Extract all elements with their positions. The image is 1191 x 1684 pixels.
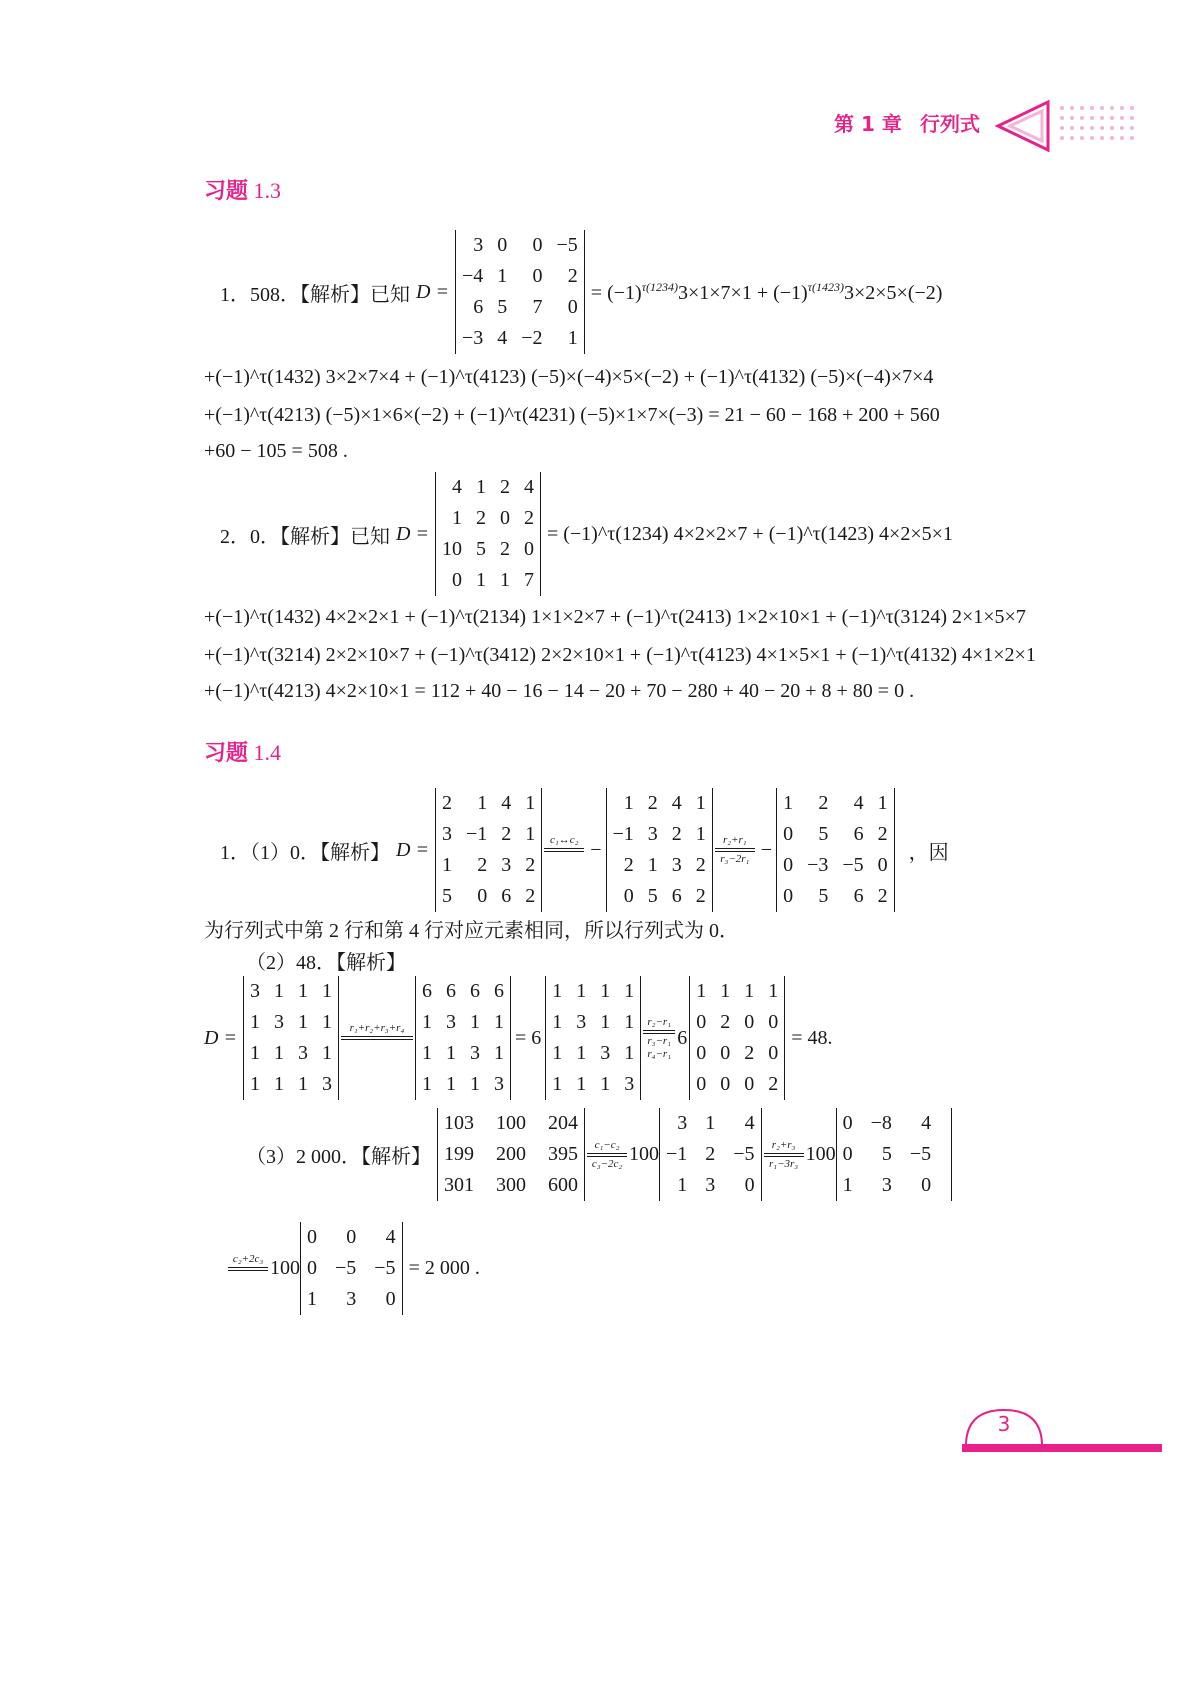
matrix-entry: 1	[273, 1073, 284, 1095]
matrix-entry: 2	[705, 1143, 716, 1165]
matrix-entry: −5	[335, 1257, 357, 1279]
matrix-entry: 103	[444, 1112, 474, 1134]
matrix-entry: 1	[249, 1073, 260, 1095]
matrix-entry: 1	[576, 980, 587, 1002]
conclusion-text: 为行列式中第 2 行和第 4 行对应元素相同，所以行列式为 0．	[204, 920, 739, 942]
matrix-entry: 2	[499, 476, 510, 498]
det-label: D =	[396, 522, 429, 545]
matrix-entry: 1	[877, 792, 888, 814]
matrix-entry: 0	[307, 1257, 317, 1279]
matrix-entry: 1	[297, 980, 308, 1002]
matrix-entry: 0	[451, 569, 462, 591]
matrix-entry: 0	[768, 1042, 779, 1064]
matrix-entry: 3	[445, 1011, 456, 1033]
matrix-entry: −5	[556, 234, 578, 256]
minus-sign: −	[760, 838, 773, 861]
matrix-entry: 1	[696, 980, 707, 1002]
matrix-entry: 0	[532, 265, 543, 287]
matrix-entry: 1	[321, 1042, 332, 1064]
matrix-entry: −3	[461, 327, 484, 349]
determinant	[689, 976, 785, 1100]
column-operation: c₁−c₂ c₃−2c₂	[587, 1139, 627, 1171]
row-operation: r₂+r₁ r₃−2r₁	[715, 834, 755, 866]
matrix-entry: 3	[881, 1174, 892, 1196]
matrix-entry: 4	[853, 792, 864, 814]
problem-prefix: 1．（1）0．【解析】	[220, 841, 390, 864]
matrix-entry: 0	[307, 1226, 317, 1248]
matrix-entry: 4	[451, 476, 462, 498]
matrix-entry: 3	[297, 1042, 308, 1064]
problem-1-4-2	[204, 976, 833, 1100]
expansion-line-2: +(−1)^τ(1432) 3×2×7×4 + (−1)^τ(4123) (−5)×(−4)×5×(−2) + (−1)^τ(4132) (−5)×(−4)×7×4	[204, 366, 934, 388]
determinant	[300, 1222, 403, 1315]
matrix-entry: 3	[346, 1288, 357, 1310]
factor-hundred: 100	[629, 1143, 659, 1165]
matrix-entry: 7	[523, 569, 534, 591]
matrix-entry: 1	[445, 1042, 456, 1064]
matrix-entry: 0	[532, 234, 543, 256]
column-swap-operation: c₁↔c₂	[544, 834, 584, 866]
matrix-entry: 0	[477, 885, 488, 907]
matrix-entry: 3	[469, 1042, 480, 1064]
matrix-entry: 1	[307, 1288, 317, 1310]
matrix-entry: 0	[783, 823, 794, 845]
matrix-entry: 3	[441, 823, 452, 845]
matrix-entry: 3	[473, 234, 484, 256]
matrix-entry: 0	[696, 1073, 707, 1095]
problem-1-3-2	[220, 472, 953, 596]
determinant	[435, 788, 542, 912]
expansion-line-3: +(−1)^τ(4213) (−5)×1×6×(−2) + (−1)^τ(4231) (−5)×1×7×(−3) = 21 − 60 − 168 + 200 + 560	[204, 404, 940, 426]
matrix-entry: 2	[525, 885, 536, 907]
matrix-entry: 3	[493, 1073, 504, 1095]
matrix-entry: 395	[548, 1143, 578, 1165]
factor-hundred: 100	[805, 1143, 836, 1165]
matrix-entry: 1	[744, 980, 755, 1002]
matrix-entry: 1	[600, 980, 611, 1002]
matrix-entry: 0	[921, 1174, 932, 1196]
matrix-entry: 1	[273, 980, 284, 1002]
row-sum-operation: r₁+r₂+r₃+r₄	[341, 1022, 413, 1054]
matrix-entry: 2	[441, 792, 452, 814]
problem-1-4-2-label: （2）48．【解析】	[246, 952, 406, 974]
matrix-entry: 2	[523, 507, 534, 529]
matrix-entry: 1	[451, 507, 462, 529]
determinant	[659, 1108, 762, 1201]
matrix-entry: 2	[501, 823, 512, 845]
matrix-entry: 1	[576, 1073, 587, 1095]
matrix-entry: 1	[321, 980, 332, 1002]
matrix-entry: 6	[501, 885, 512, 907]
matrix-entry: 5	[441, 885, 452, 907]
matrix-entry: 6	[473, 296, 484, 318]
determinant	[243, 976, 339, 1100]
section-number: 1.3	[253, 178, 282, 203]
matrix-entry: 1	[421, 1042, 432, 1064]
det-label: D =	[204, 1026, 237, 1049]
det-label: D =	[416, 280, 449, 303]
section-heading-1-3	[204, 174, 281, 205]
matrix-entry: 5	[647, 885, 658, 907]
matrix-entry: 200	[496, 1143, 526, 1165]
result: = 2 000 .	[408, 1257, 480, 1279]
matrix-entry: 0	[523, 538, 534, 560]
expansion-line-3: +(−1)^τ(3214) 2×2×10×7 + (−1)^τ(3412) 2×2×10×1 + (−1)^τ(4123) 4×1×5×1 + (−1)^τ(4132) 4×1×2×1	[204, 644, 1036, 666]
matrix-entry: 0	[696, 1042, 707, 1064]
matrix-entry: 7	[532, 296, 543, 318]
matrix-entry: 1	[249, 1042, 260, 1064]
matrix-entry: 1	[497, 265, 508, 287]
matrix-entry: 204	[548, 1112, 578, 1134]
expansion-line-4: +60 − 105 = 508 .	[204, 440, 348, 462]
matrix-entry: 1	[624, 1011, 635, 1033]
matrix-entry: 2	[567, 265, 578, 287]
column-operation: c₂+2c₃	[228, 1253, 268, 1285]
expansion-line-1: = $(-1)^{\tau(1234)}3\times 1\times 7\times 1 + (-1)^{\tau(1423)}3\times 2\times 5\times(-2)$	[590, 279, 943, 304]
matrix-entry: 1	[600, 1011, 611, 1033]
matrix-entry: 1	[695, 823, 706, 845]
matrix-entry: 1	[842, 1174, 853, 1196]
matrix-entry: 2	[720, 1011, 731, 1033]
matrix-entry: −5	[374, 1257, 396, 1279]
matrix-entry: −4	[461, 265, 484, 287]
matrix-entry: 1	[493, 1011, 504, 1033]
matrix-entry: 0	[744, 1174, 755, 1196]
matrix-entry: 5	[475, 538, 486, 560]
problem-1-4-3-cont	[226, 1222, 480, 1315]
expansion-line-2: +(−1)^τ(1432) 4×2×2×1 + (−1)^τ(2134) 1×1×2×7 + (−1)^τ(2413) 1×2×10×1 + (−1)^τ(3124) 2×1×5×7	[204, 606, 1026, 628]
minus-sign: −	[590, 838, 602, 861]
matrix-entry: 1	[677, 1174, 688, 1196]
matrix-entry: 2	[499, 538, 510, 560]
problem-prefix: 2．0．【解析】已知	[220, 525, 390, 548]
factor-six: = 6	[514, 1026, 542, 1049]
matrix-entry: 2	[623, 854, 634, 876]
matrix-entry: 1	[297, 1073, 308, 1095]
matrix-entry: 2	[818, 792, 829, 814]
matrix-entry: 2	[877, 885, 888, 907]
matrix-entry: 0	[720, 1073, 731, 1095]
matrix-entry: 1	[552, 1042, 563, 1064]
factor-hundred: 100	[270, 1257, 300, 1279]
matrix-entry: −5	[909, 1143, 932, 1165]
matrix-entry: 300	[496, 1174, 526, 1196]
matrix-entry: 3	[705, 1174, 716, 1196]
matrix-entry: 1	[469, 1073, 480, 1095]
matrix-entry: 1	[421, 1011, 432, 1033]
matrix-entry: 0	[346, 1226, 357, 1248]
problem-prefix: 1．508．【解析】已知	[220, 283, 410, 306]
matrix-entry: 0	[842, 1143, 853, 1165]
matrix-entry: 2	[695, 885, 706, 907]
matrix-entry: 10	[441, 538, 462, 560]
matrix-entry: 0	[497, 234, 508, 256]
matrix-entry: −1	[612, 823, 634, 845]
matrix-entry: 3	[677, 1112, 688, 1134]
matrix-entry: 301	[444, 1174, 474, 1196]
matrix-entry: 1	[475, 569, 486, 591]
matrix-entry: 0	[623, 885, 634, 907]
matrix-entry: 1	[297, 1011, 308, 1033]
matrix-entry: −5	[733, 1143, 755, 1165]
matrix-entry: 0	[783, 854, 794, 876]
matrix-entry: 3	[273, 1011, 284, 1033]
matrix-entry: 1	[695, 792, 706, 814]
section-label: 习题	[204, 741, 249, 766]
matrix-entry: 4	[523, 476, 534, 498]
section-heading-1-4	[204, 736, 281, 767]
matrix-entry: 5	[881, 1143, 892, 1165]
matrix-entry: 4	[501, 792, 512, 814]
chapter-number: 第 1 章	[834, 112, 902, 136]
determinant	[836, 1108, 953, 1201]
matrix-entry: 2	[695, 854, 706, 876]
matrix-entry: 6	[445, 980, 456, 1002]
matrix-entry: 1	[249, 1011, 260, 1033]
matrix-entry: 3	[624, 1073, 635, 1095]
matrix-entry: 0	[385, 1288, 396, 1310]
matrix-entry: 1	[321, 1011, 332, 1033]
matrix-entry: 4	[385, 1226, 396, 1248]
matrix-entry: 4	[921, 1112, 932, 1134]
matrix-entry: 2	[877, 823, 888, 845]
continuation-text: ，因	[908, 841, 949, 864]
chapter-title: 行列式	[920, 112, 980, 136]
matrix-entry: 1	[623, 792, 634, 814]
matrix-entry: 0	[744, 1011, 755, 1033]
matrix-entry: 1	[469, 1011, 480, 1033]
matrix-entry: 0	[567, 296, 578, 318]
matrix-entry: 1	[493, 1042, 504, 1064]
matrix-entry: −3	[807, 854, 829, 876]
row-operation: r₂−r₁ r₃−r₁ r₄−r₁	[643, 1016, 675, 1061]
determinant	[415, 976, 511, 1100]
matrix-entry: 0	[499, 507, 510, 529]
matrix-entry: 6	[671, 885, 682, 907]
matrix-entry: 1	[552, 1073, 563, 1095]
page-number: 3	[997, 1412, 1011, 1436]
problem-1-4-3	[246, 1108, 952, 1201]
matrix-entry: −1	[465, 823, 488, 845]
matrix-entry: 2	[525, 854, 536, 876]
matrix-entry: 1	[783, 792, 794, 814]
matrix-entry: 2	[475, 507, 486, 529]
matrix-entry: 1	[552, 1011, 563, 1033]
matrix-entry: 1	[576, 1042, 587, 1064]
expansion-line-1: = (−1)^τ(1234) 4×2×2×7 + (−1)^τ(1423) 4×2×5×1	[546, 522, 953, 545]
determinant	[435, 472, 541, 596]
matrix-entry: 0	[720, 1042, 731, 1064]
matrix-entry: 6	[853, 885, 864, 907]
matrix-entry: 5	[818, 823, 829, 845]
matrix-entry: 0	[783, 885, 794, 907]
matrix-entry: 3	[671, 854, 682, 876]
matrix-entry: 2	[768, 1073, 779, 1095]
matrix-entry: 3	[321, 1073, 332, 1095]
matrix-entry: 1	[477, 792, 488, 814]
matrix-entry: 1	[475, 476, 486, 498]
matrix-entry: 6	[469, 980, 480, 1002]
matrix-entry: −1	[666, 1143, 688, 1165]
matrix-entry: 1	[567, 327, 578, 349]
matrix-entry: 0	[768, 1011, 779, 1033]
matrix-entry: 5	[497, 296, 508, 318]
matrix-entry: 4	[744, 1112, 755, 1134]
matrix-entry: 6	[493, 980, 504, 1002]
matrix-entry: −5	[842, 854, 864, 876]
problem-1-4-1	[220, 788, 949, 912]
matrix-entry: 1	[624, 1042, 635, 1064]
matrix-entry: 6	[421, 980, 432, 1002]
matrix-entry: 1	[720, 980, 731, 1002]
matrix-entry: 3	[647, 823, 658, 845]
matrix-entry: −8	[870, 1112, 892, 1134]
matrix-entry: 1	[525, 792, 536, 814]
matrix-entry: 3	[501, 854, 512, 876]
matrix-entry: 0	[842, 1112, 853, 1134]
problem-1-3-1	[220, 230, 942, 354]
matrix-entry: 1	[499, 569, 510, 591]
factor-six: 6	[677, 1026, 688, 1049]
matrix-entry: 4	[671, 792, 682, 814]
problem-prefix: （3）2 000．【解析】	[246, 1146, 431, 1168]
matrix-entry: 1	[768, 980, 779, 1002]
matrix-entry: 600	[548, 1174, 578, 1196]
result: = 48.	[791, 1026, 833, 1049]
matrix-entry: 3	[249, 980, 260, 1002]
matrix-entry: 1	[624, 980, 635, 1002]
matrix-entry: 1	[441, 854, 452, 876]
expansion-line-4: +(−1)^τ(4213) 4×2×10×1 = 112 + 40 − 16 − 14 − 20 + 70 − 280 + 40 − 20 + 8 + 80 = 0 .	[204, 680, 915, 702]
matrix-entry: 0	[744, 1073, 755, 1095]
determinant	[606, 788, 713, 912]
matrix-entry: 0	[696, 1011, 707, 1033]
determinant	[545, 976, 641, 1100]
matrix-entry: 2	[477, 854, 488, 876]
matrix-entry: 2	[671, 823, 682, 845]
matrix-entry: 100	[496, 1112, 526, 1134]
determinant	[437, 1108, 585, 1201]
matrix-entry: 1	[273, 1042, 284, 1064]
row-operation: r₂+r₃ r₁−3r₃	[764, 1139, 804, 1171]
matrix-entry: 1	[600, 1073, 611, 1095]
matrix-entry: 5	[818, 885, 829, 907]
matrix-entry: 3	[600, 1042, 611, 1064]
determinant	[455, 230, 585, 354]
determinant	[776, 788, 895, 912]
matrix-entry: 2	[744, 1042, 755, 1064]
matrix-entry: 4	[497, 327, 508, 349]
det-label: D =	[396, 838, 429, 861]
matrix-entry: 0	[877, 854, 888, 876]
triangle-logo-icon	[992, 96, 1152, 156]
matrix-entry: 1	[525, 823, 536, 845]
matrix-entry: 1	[552, 980, 563, 1002]
matrix-entry: 3	[576, 1011, 587, 1033]
matrix-entry: −2	[521, 327, 543, 349]
matrix-entry: 1	[647, 854, 658, 876]
section-label: 习题	[204, 179, 249, 204]
matrix-entry: 6	[853, 823, 864, 845]
matrix-entry: 2	[647, 792, 658, 814]
matrix-entry: 1	[445, 1073, 456, 1095]
matrix-entry: 1	[705, 1112, 716, 1134]
matrix-entry: 1	[421, 1073, 432, 1095]
section-number: 1.4	[253, 740, 282, 765]
matrix-entry: 199	[444, 1143, 474, 1165]
